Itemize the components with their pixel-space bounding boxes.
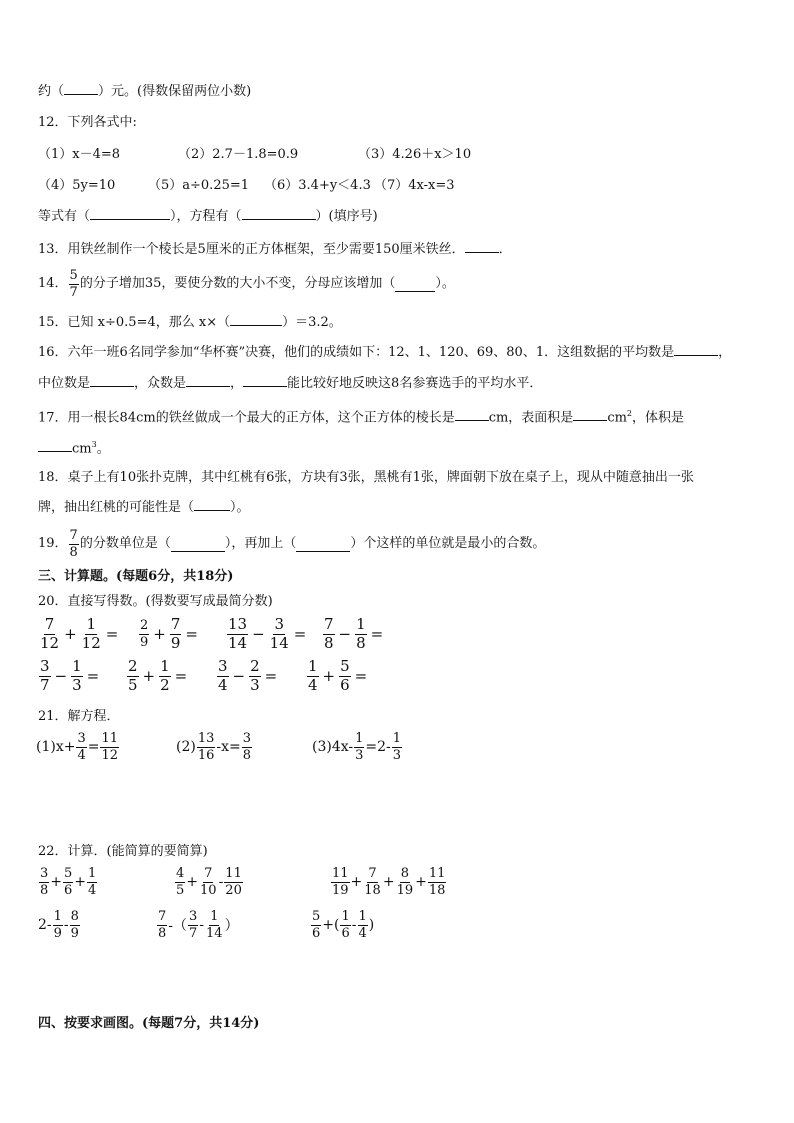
q22-title: 22．计算．(能简算的要简算) bbox=[38, 844, 208, 859]
q20-expr-4: $\frac{7}{8}$ − $\frac{1}{8}$ = bbox=[324, 615, 384, 652]
answer-blank[interactable] bbox=[171, 537, 225, 552]
fraction: $\frac{7}{8}$ bbox=[69, 527, 78, 560]
q12-options-row1: （1）x－4=8 （2）2.7－1.8=0.9 （3）4.26＋x＞10 bbox=[38, 147, 472, 162]
q21-equation-2: (2) $\frac{13}{16}$ -x= $\frac{3}{8}$ bbox=[176, 731, 252, 763]
answer-blank[interactable] bbox=[90, 207, 170, 220]
answer-blank[interactable] bbox=[573, 408, 607, 421]
q22-expr-3: $\frac{11}{19}$ + $\frac{7}{18}$ + $\frac{8}{19}$ + $\frac{11}{18}$ bbox=[332, 866, 446, 898]
q22-expr-6: $\frac{5}{6}$ +( $\frac{1}{6}$ - $\frac{1}{4}$ ) bbox=[312, 909, 375, 941]
q18-line2: 牌，抽出红桃的可能性是（ ）。 bbox=[38, 500, 250, 515]
q12-title: 12．下列各式中: bbox=[38, 115, 137, 130]
q17-line2: $cm^3$。 bbox=[38, 436, 110, 458]
q11-continuation: 约（ ）元。(得数保留两位小数) bbox=[38, 84, 252, 99]
q20-expr-7: $\frac{3}{4}$ − $\frac{2}{3}$ = bbox=[218, 657, 278, 694]
q22-expr-2: $\frac{4}{5}$ + $\frac{7}{10}$ - $\frac{11}{20}$ bbox=[176, 866, 242, 898]
q20-title: 20．直接写得数。(得数要写成最简分数) bbox=[38, 594, 273, 609]
answer-blank[interactable] bbox=[186, 374, 230, 387]
q20-expr-2: $\frac{2}{9}$ + $\frac{7}{9}$ = bbox=[140, 615, 198, 652]
answer-blank[interactable] bbox=[38, 439, 72, 452]
answer-blank[interactable] bbox=[230, 313, 282, 326]
q21-equation-1: (1)x+ $\frac{3}{4}$ = $\frac{11}{12}$ bbox=[36, 731, 119, 763]
q20-expr-8: $\frac{1}{4}$ + $\frac{5}{6}$ = bbox=[308, 657, 368, 694]
q16-line2: 中位数是 ，众数是 ， 能比较好地反映这8名参赛选手的平均水平． bbox=[38, 376, 543, 391]
q22-expr-1: $\frac{3}{8}$ + $\frac{5}{6}$ + $\frac{1}{4}$ bbox=[40, 866, 97, 898]
fraction: $\frac{5}{7}$ bbox=[69, 267, 78, 300]
answer-blank[interactable] bbox=[455, 408, 489, 421]
answer-blank[interactable] bbox=[242, 207, 316, 220]
answer-blank[interactable] bbox=[194, 498, 230, 511]
q17-line1: 17．用一根长84cm的铁丝做成一个最大的正方体，这个正方体的棱长是 cm，表面积是 $cm^2$，体积是 bbox=[38, 409, 685, 426]
q20-expr-6: $\frac{2}{5}$ + $\frac{1}{2}$ = bbox=[128, 657, 188, 694]
answer-blank[interactable] bbox=[296, 537, 350, 552]
answer-blank[interactable] bbox=[243, 374, 287, 387]
q18-line1: 18．桌子上有10张扑克牌，其中红桃有6张，方块有3张，黑桃有1张，牌面朝下放在桌子上，现从中随意抽出一张 bbox=[38, 470, 694, 485]
q20-expr-5: $\frac{3}{7}$ − $\frac{1}{3}$ = bbox=[40, 657, 100, 694]
q20-expr-3: $\frac{13}{14}$ − $\frac{3}{14}$ = bbox=[228, 615, 307, 652]
section-3-heading: 三、计算题。(每题6分，共18分) bbox=[38, 569, 234, 584]
q22-expr-5: $\frac{7}{8}$ -（ $\frac{3}{7}$ - $\frac{1}{14}$ ） bbox=[158, 909, 239, 941]
answer-blank[interactable] bbox=[90, 374, 134, 387]
answer-blank[interactable] bbox=[395, 277, 435, 292]
q21-title: 21．解方程． bbox=[38, 709, 120, 724]
q14: 14． $\frac{5}{7}$ 的分子增加35，要使分数的大小不变，分母应该增加（ ）。 bbox=[38, 267, 455, 300]
q15: 15．已知 x÷0.5=4，那么 x×（ ）＝3.2。 bbox=[38, 315, 342, 330]
q12-fill: 等式有（ ），方程有（ ）(填序号) bbox=[38, 209, 378, 224]
answer-blank[interactable] bbox=[64, 82, 98, 95]
section-4-heading: 四、按要求画图。(每题7分，共14分) bbox=[38, 1016, 260, 1031]
q20-expr-1: $\frac{7}{12}$ + $\frac{1}{12}$ = bbox=[40, 615, 119, 652]
q22-expr-4: 2- $\frac{1}{9}$ - $\frac{8}{9}$ bbox=[38, 909, 79, 941]
q12-options-row2: （4）5y=10 （5）a÷0.25=1 （6）3.4+y＜4.3 （7）4x-x=3 bbox=[38, 178, 455, 193]
q19: 19． $\frac{7}{8}$ 的分数单位是（ ），再加上（ ）个这样的单位就是最小的合数。 bbox=[38, 527, 546, 560]
q13: 13．用铁丝制作一个棱长是5厘米的正方体框架，至少需要150厘米铁丝． ． bbox=[38, 242, 512, 257]
q16-line1: 16．六年一班6名同学参加“华杯赛”决赛，他们的成绩如下：12、1、120、69、80、1．这组数据的平均数是 ， bbox=[38, 345, 732, 360]
q21-equation-3: (3)4x- $\frac{1}{3}$ =2- $\frac{1}{3}$ bbox=[312, 731, 402, 763]
answer-blank[interactable] bbox=[465, 240, 499, 253]
answer-blank[interactable] bbox=[674, 343, 718, 356]
